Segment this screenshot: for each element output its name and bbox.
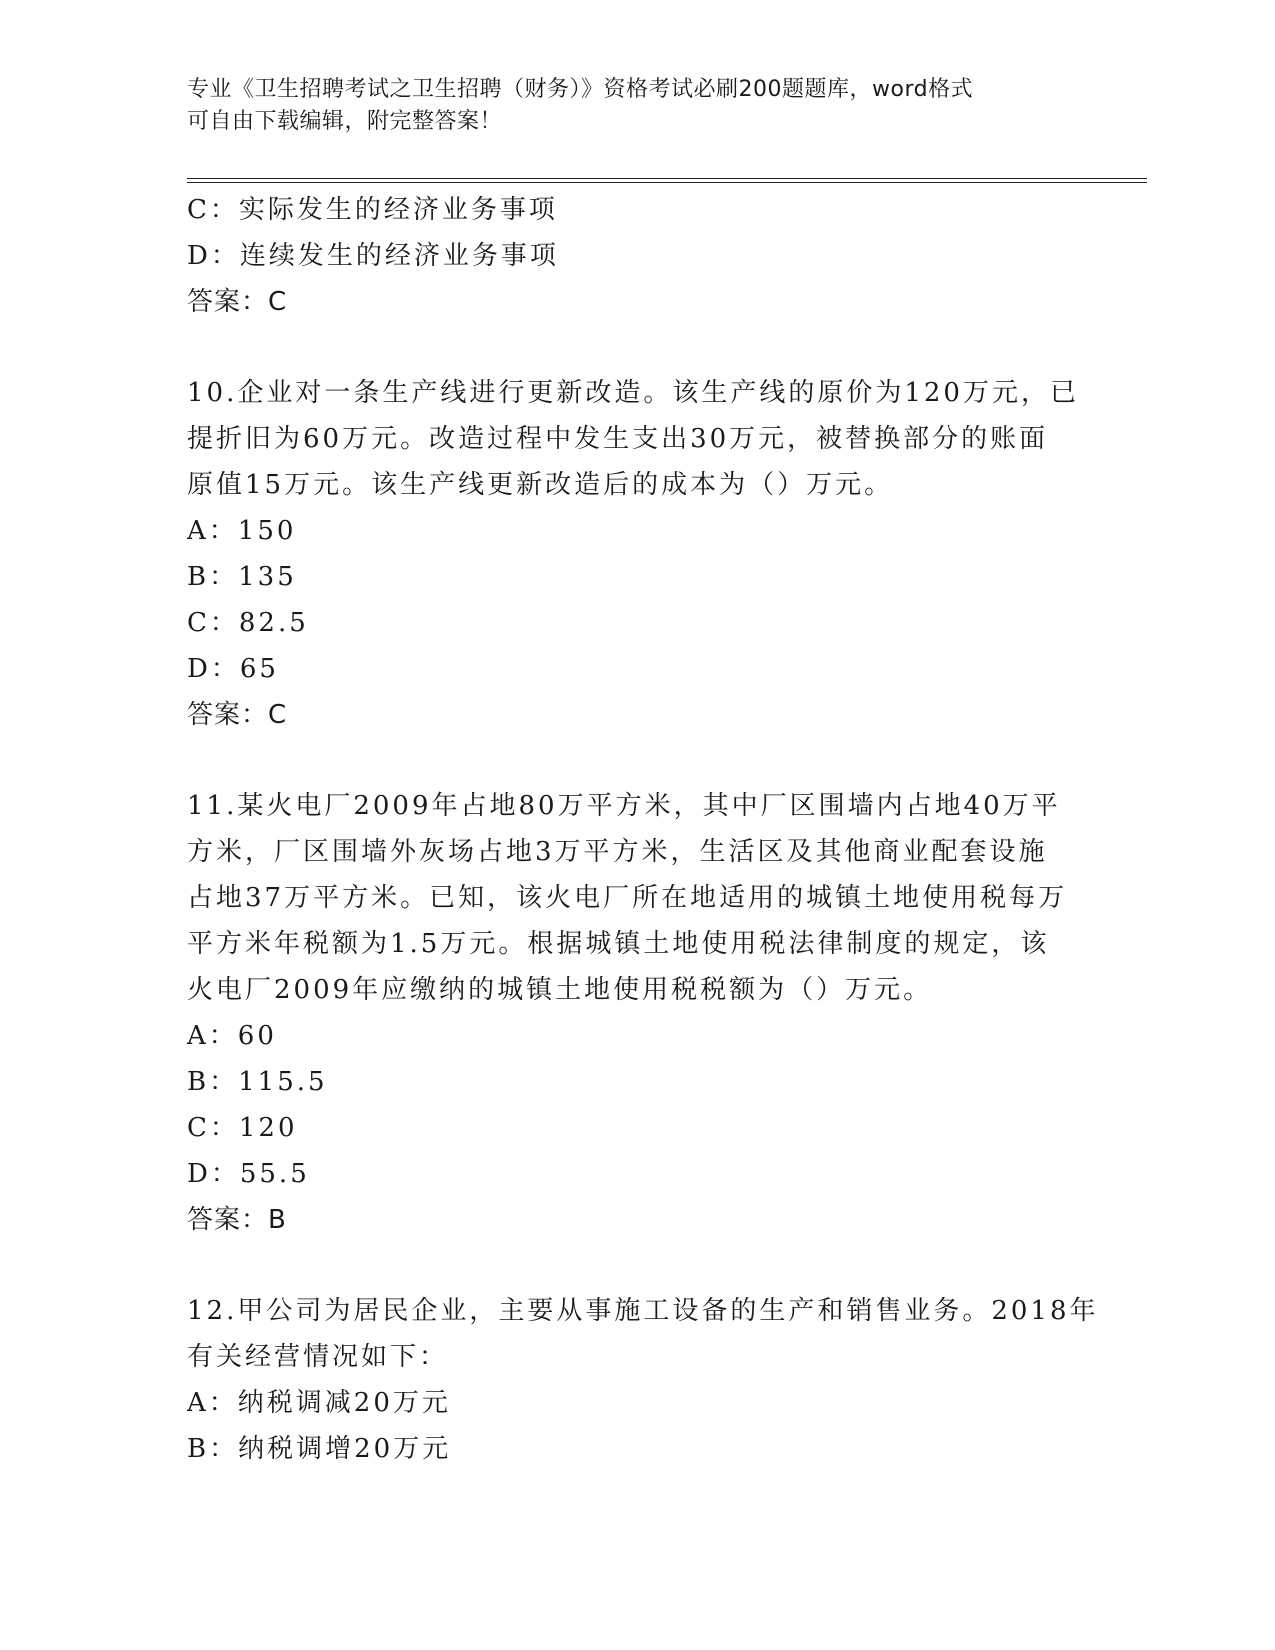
answer-line: 答案：B <box>187 1205 287 1235</box>
option-a: A：60 <box>187 1021 277 1051</box>
option-b: B：115.5 <box>187 1067 328 1097</box>
previous-question-tail <box>187 187 1087 325</box>
header-line-2: 可自由下载编辑，附完整答案！ <box>187 109 503 134</box>
question-text-line: 12.甲公司为居民企业，主要从事施工设备的生产和销售业务。2018年 <box>187 1296 1099 1326</box>
option-b: B：135 <box>187 562 297 592</box>
question-12 <box>187 1288 1099 1472</box>
option-a: A：150 <box>187 516 297 546</box>
answer-line: 答案：C <box>187 287 288 317</box>
question-text-line: 原值15万元。该生产线更新改造后的成本为（）万元。 <box>187 470 894 500</box>
question-text-line: 有关经营情况如下： <box>187 1342 449 1372</box>
question-text-line: 提折旧为60万元。改造过程中发生支出30万元，被替换部分的账面 <box>187 424 1049 454</box>
header-divider-bottom <box>187 182 1147 183</box>
header-line-1: 专业《卫生招聘考试之卫生招聘（财务）》资格考试必刷200题题库，word格式 <box>187 77 974 102</box>
question-text-line: 火电厂2009年应缴纳的城镇土地使用税税额为（）万元。 <box>187 975 933 1005</box>
header-divider-top <box>187 178 1147 179</box>
option-c: C：实际发生的经济业务事项 <box>187 195 558 225</box>
option-a: A：纳税调减20万元 <box>187 1388 451 1418</box>
question-text-line: 占地37万平方米。已知，该火电厂所在地适用的城镇土地使用税每万 <box>187 883 1068 913</box>
option-d: D：连续发生的经济业务事项 <box>187 241 559 271</box>
option-c: C：120 <box>187 1113 298 1143</box>
question-10 <box>187 370 1087 738</box>
question-11 <box>187 783 1087 1243</box>
document-header <box>187 74 1087 138</box>
option-b: B：纳税调增20万元 <box>187 1434 452 1464</box>
question-text-line: 平方米年税额为1.5万元。根据城镇土地使用税法律制度的规定，该 <box>187 929 1050 959</box>
document-body <box>187 187 1099 1472</box>
question-text-line: 11.某火电厂2009年占地80万平方米，其中厂区围墙内占地40万平 <box>187 791 1061 821</box>
option-d: D：55.5 <box>187 1159 310 1189</box>
question-text-line: 10.企业对一条生产线进行更新改造。该生产线的原价为120万元，已 <box>187 378 1079 408</box>
answer-line: 答案：C <box>187 700 288 730</box>
spacer <box>187 325 1087 370</box>
spacer <box>187 738 1087 783</box>
question-text-line: 方米，厂区围墙外灰场占地3万平方米，生活区及其他商业配套设施 <box>187 837 1048 867</box>
option-d: D：65 <box>187 654 279 684</box>
option-c: C：82.5 <box>187 608 309 638</box>
spacer <box>187 1243 1087 1288</box>
